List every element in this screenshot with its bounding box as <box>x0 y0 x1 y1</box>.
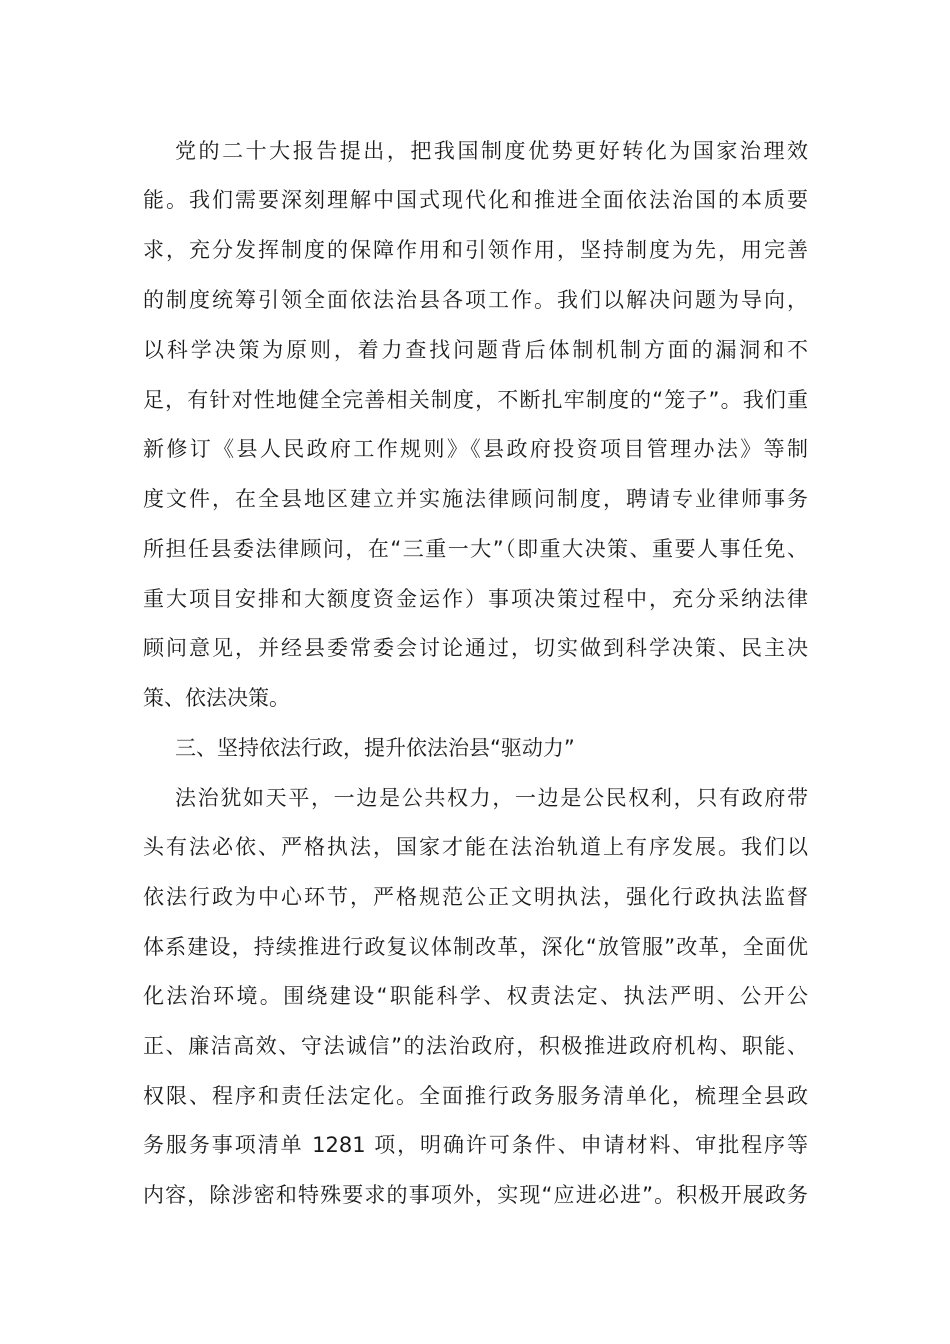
paragraph-line: 务服务事项清单 1281 项，明确许可条件、申请材料、审批程序等 <box>143 1133 808 1157</box>
paragraph-line: 依法行政为中心环节，严格规范公正文明执法，强化行政执法监督 <box>143 885 808 909</box>
paragraph-line: 所担任县委法律顾问，在“三重一大”（即重大决策、重要人事任免、 <box>143 537 808 561</box>
paragraph-line: 头有法必依、严格执法，国家才能在法治轨道上有序发展。我们以 <box>143 835 808 859</box>
paragraph-line: 内容，除涉密和特殊要求的事项外，实现“应进必进”。积极开展政务 <box>143 1183 808 1207</box>
paragraph-line: 党的二十大报告提出，把我国制度优势更好转化为国家治理效 <box>175 139 808 163</box>
paragraph-line: 策、依法决策。 <box>143 686 290 710</box>
paragraph-line: 法治犹如天平，一边是公共权力，一边是公民权利，只有政府带 <box>175 786 808 810</box>
paragraph-line: 以科学决策为原则，着力查找问题背后体制机制方面的漏洞和不 <box>143 338 808 362</box>
paragraph-line: 正、廉洁高效、守法诚信”的法治政府，积极推进政府机构、职能、 <box>143 1034 808 1058</box>
paragraph-line: 新修订《县人民政府工作规则》《县政府投资项目管理办法》等制 <box>143 437 808 461</box>
paragraph-line: 的制度统筹引领全面依法治县各项工作。我们以解决问题为导向， <box>143 288 808 312</box>
paragraph-line: 度文件，在全县地区建立并实施法律顾问制度，聘请专业律师事务 <box>143 487 808 511</box>
paragraph-line: 能。我们需要深刻理解中国式现代化和推进全面依法治国的本质要 <box>143 188 808 212</box>
paragraph-line: 体系建设，持续推进行政复议体制改革，深化“放管服”改革，全面优 <box>143 935 808 959</box>
paragraph-line: 化法治环境。围绕建设“职能科学、权责法定、执法严明、公开公 <box>143 984 808 1008</box>
section-heading: 三、坚持依法行政，提升依法治县“驱动力” <box>175 736 575 760</box>
paragraph-line: 求，充分发挥制度的保障作用和引领作用，坚持制度为先，用完善 <box>143 238 808 262</box>
paragraph-line: 顾问意见，并经县委常委会讨论通过，切实做到科学决策、民主决 <box>143 636 808 660</box>
paragraph-line: 足，有针对性地健全完善相关制度，不断扎牢制度的“笼子”。我们重 <box>143 388 808 412</box>
paragraph-line: 权限、程序和责任法定化。全面推行政务服务清单化，梳理全县政 <box>143 1084 808 1108</box>
paragraph-line: 重大项目安排和大额度资金运作）事项决策过程中，充分采纳法律 <box>143 587 808 611</box>
